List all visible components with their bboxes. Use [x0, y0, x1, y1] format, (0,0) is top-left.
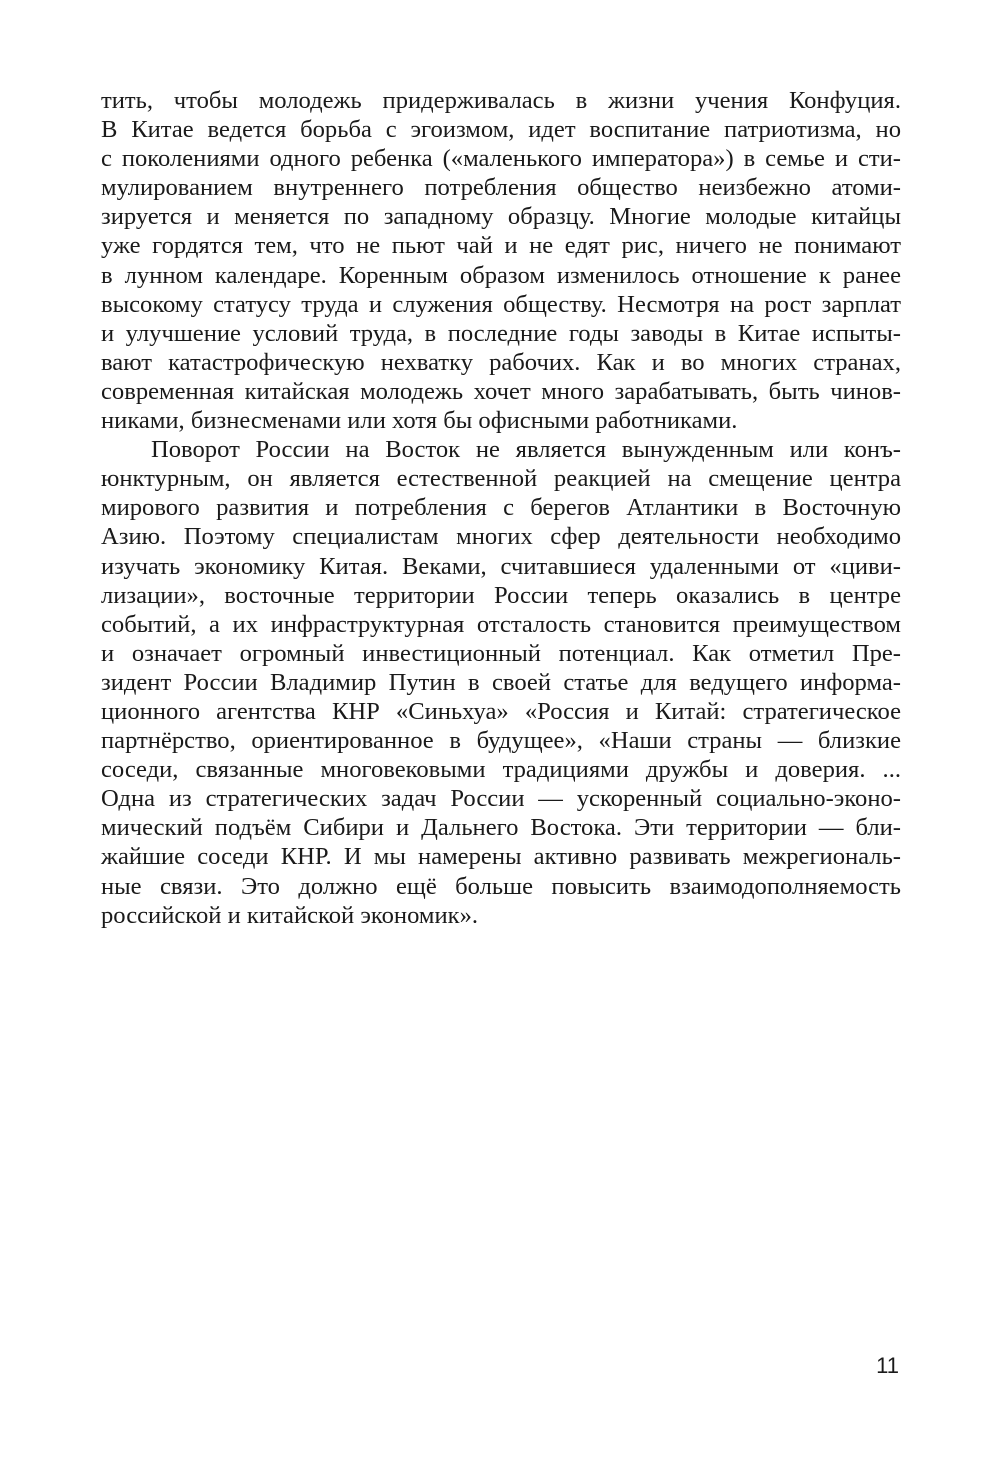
text-line: зидент России Владимир Путин в своей статье для ведущего информа-: [101, 668, 901, 696]
text-line: российской и китайской экономик».: [101, 901, 479, 929]
text-line: мирового развития и потребления с берегов Атлантики в Восточную: [101, 494, 901, 522]
text-line: Азию. Поэтому специалистам многих сфер деятельности необходимо: [101, 523, 901, 551]
text-line: лизации», восточные территории России теперь оказались в центре: [101, 581, 901, 609]
text-line: соседи, связанные многовековыми традициями дружбы и доверия. ...: [101, 756, 901, 784]
text-line: с поколениями одного ребенка («маленького императора») в семье и сти-: [101, 145, 901, 173]
text-line: изучать экономику Китая. Веками, считавшиеся удаленными от «циви-: [101, 552, 901, 580]
paragraph-1: [101, 86, 901, 435]
text-line: ционного агентства КНР «Синьхуа» «Россия и Китай: стратегическое: [101, 697, 901, 725]
text-line: ные связи. Это должно ещё больше повысить взаимодополняемость: [101, 872, 901, 900]
text-line: мулированием внутреннего потребления общество неизбежно атоми-: [101, 174, 901, 202]
paragraph-2: [101, 435, 901, 930]
text-line: партнёрство, ориентированное в будущее», «Наши страны — близкие: [101, 727, 901, 755]
text-line: Поворот России на Восток не является вынужденным или конъ-: [151, 436, 901, 464]
text-line: в лунном календаре. Коренным образом изменилось отношение к ранее: [101, 261, 901, 289]
text-line: и улучшение условий труда, в последние годы заводы в Китае испыты-: [101, 319, 901, 347]
text-line: В Китае ведется борьба с эгоизмом, идет воспитание патриотизма, но: [101, 116, 901, 144]
body-text: [101, 86, 901, 930]
text-line: жайшие соседи КНР. И мы намерены активно развивать межрегиональ-: [101, 843, 901, 871]
text-line: никами, бизнесменами или хотя бы офисными работниками.: [101, 407, 738, 435]
text-line: тить, чтобы молодежь придерживалась в жизни учения Конфуция.: [101, 87, 901, 114]
text-line: зируется и меняется по западному образцу. Многие молодые китайцы: [101, 203, 901, 231]
text-line: событий, а их инфраструктурная отсталость становится преимуществом: [101, 610, 901, 638]
page-number: 11: [876, 1353, 899, 1378]
text-line: современная китайская молодежь хочет много зарабатывать, быть чинов-: [101, 377, 901, 405]
text-line: уже гордятся тем, что не пьют чай и не едят рис, ничего не понимают: [101, 232, 901, 260]
text-line: вают катастрофическую нехватку рабочих. Как и во многих странах,: [101, 348, 901, 376]
text-line: юнктурным, он является естественной реакцией на смещение центра: [101, 465, 901, 493]
text-line: Одна из стратегических задач России — ускоренный социально-эконо-: [101, 785, 901, 813]
text-line: и означает огромный инвестиционный потенциал. Как отметил Пре-: [101, 639, 901, 667]
text-line: мический подъём Сибири и Дальнего Востока. Эти территории — бли-: [101, 814, 901, 842]
text-line: высокому статусу труда и служения обществу. Несмотря на рост зарплат: [101, 290, 901, 318]
